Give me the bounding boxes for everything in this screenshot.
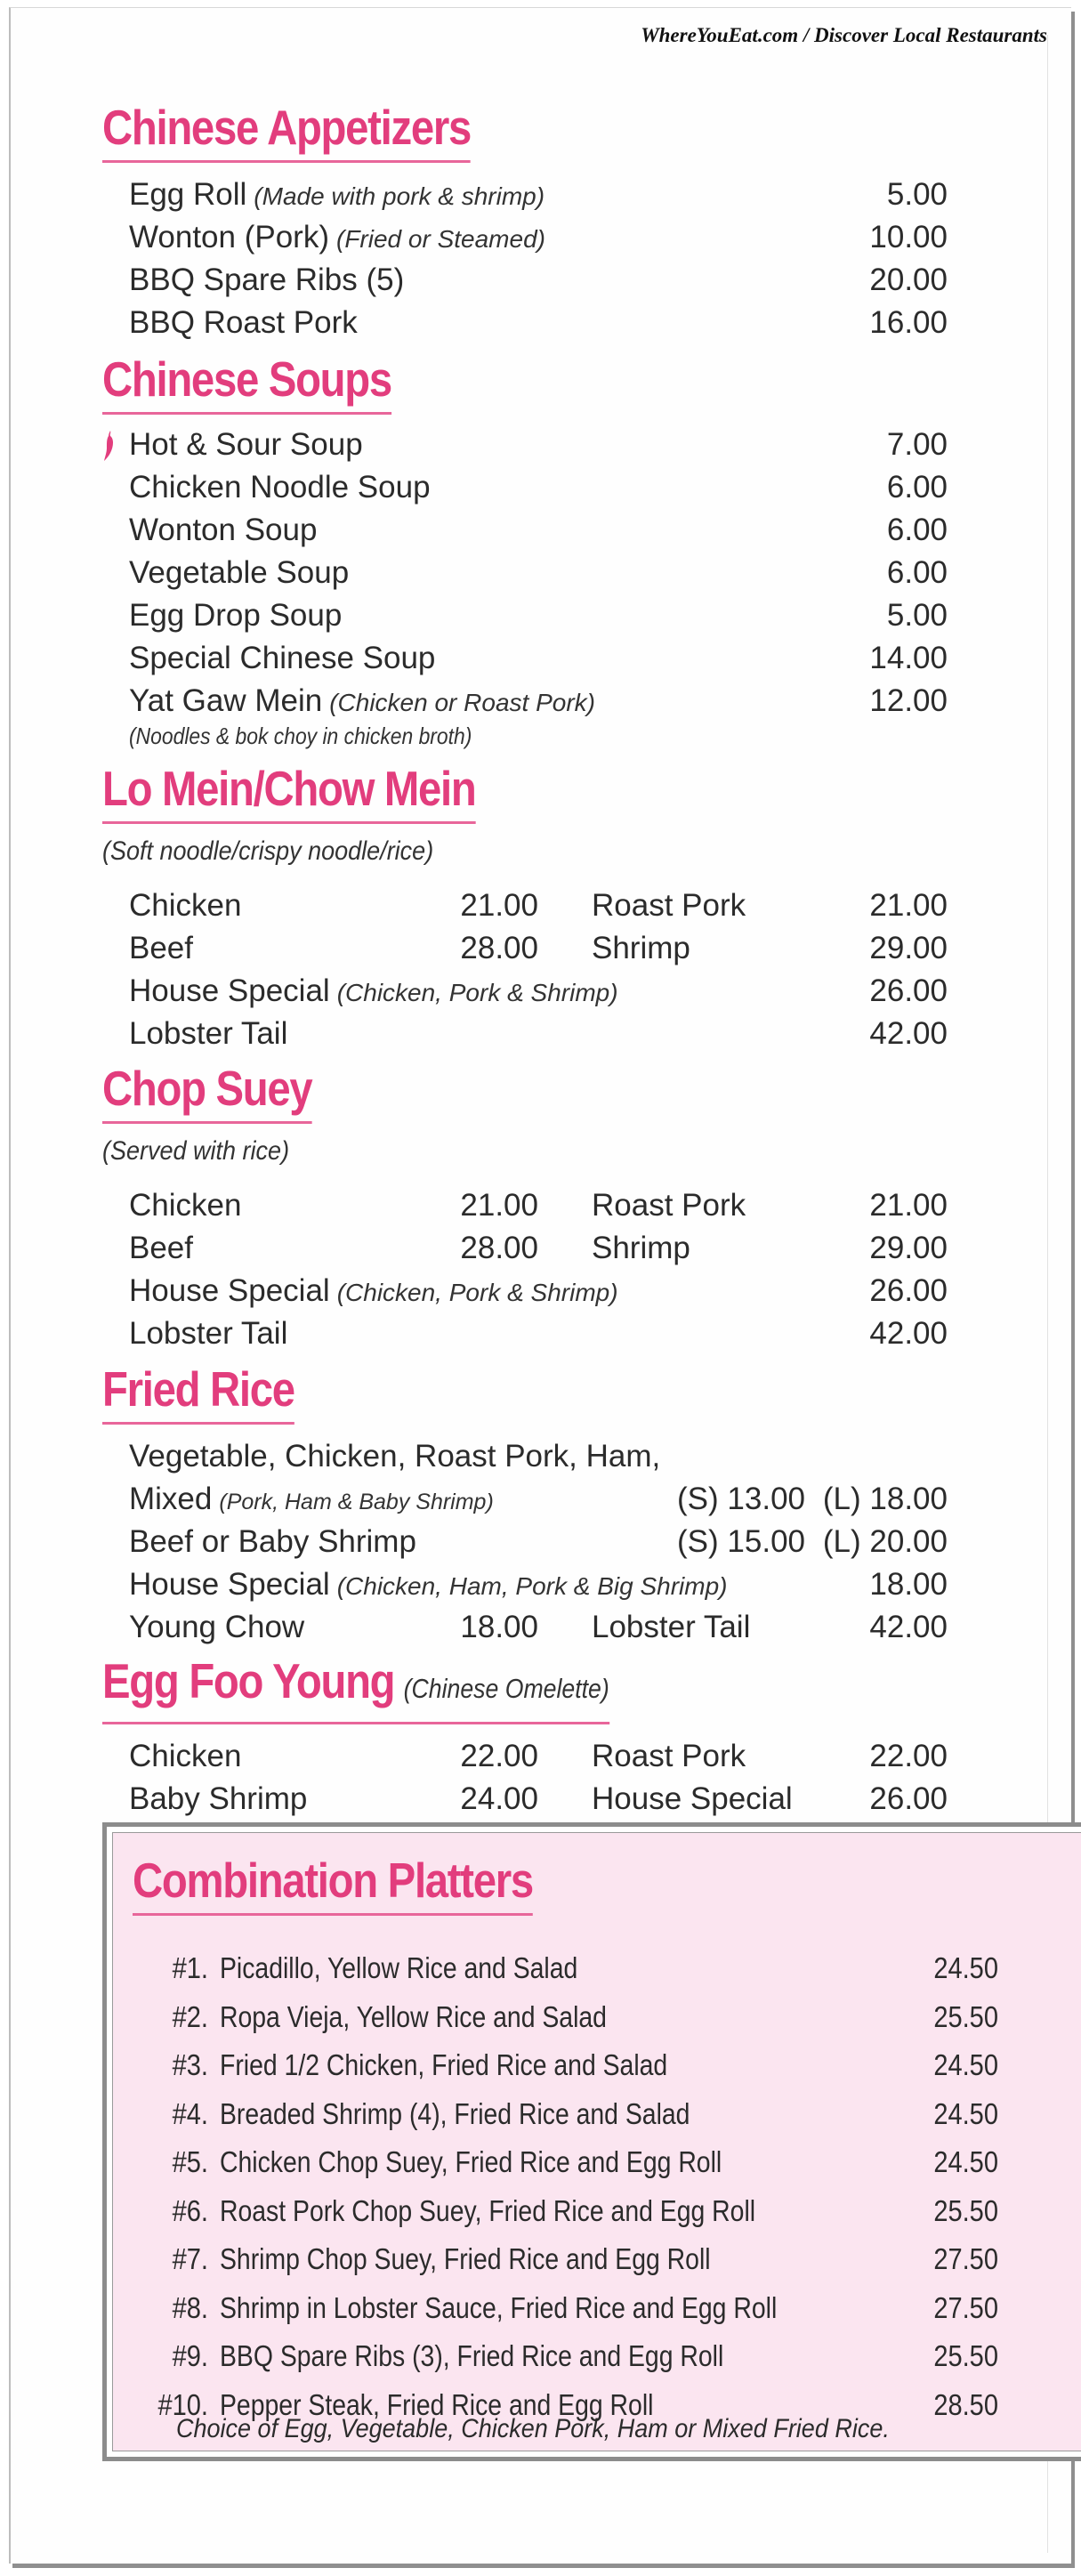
item-name: Chicken bbox=[129, 888, 242, 923]
item-name: Vegetable, Chicken, Roast Pork, Ham, bbox=[129, 1439, 661, 1474]
menu-item-pair bbox=[102, 1778, 948, 1821]
item-price: 26.00 bbox=[869, 1781, 948, 1816]
item-price: 10.00 bbox=[869, 220, 948, 254]
menu-item bbox=[102, 552, 948, 594]
item-name: Mixed bbox=[129, 1482, 213, 1516]
menu-item bbox=[102, 637, 948, 680]
item-price: 18.00 bbox=[869, 1567, 948, 1602]
combo-price: 24.50 bbox=[933, 2145, 998, 2178]
menu-item-pair bbox=[102, 1227, 948, 1270]
combo-item bbox=[113, 2284, 1047, 2333]
combo-name: Fried 1/2 Chicken, Fried Rice and Salad bbox=[220, 2048, 668, 2081]
chili-pepper-icon bbox=[102, 430, 117, 462]
section-title: Lo Mein/Chow Mein bbox=[102, 761, 476, 824]
item-name: Chicken bbox=[129, 1188, 242, 1223]
section-title: Fried Rice bbox=[102, 1361, 294, 1425]
menu-item bbox=[102, 680, 948, 723]
combo-price: 25.50 bbox=[933, 2339, 998, 2372]
item-desc: (Chicken, Pork & Shrimp) bbox=[336, 979, 618, 1006]
item-name: House Special bbox=[129, 1273, 330, 1308]
item-price: 28.00 bbox=[460, 1231, 538, 1265]
item-name: Egg Roll bbox=[129, 177, 247, 212]
section-appetizers bbox=[102, 100, 948, 344]
item-name: Special Chinese Soup bbox=[129, 641, 436, 675]
section-lo-mein bbox=[102, 761, 948, 1055]
menu-item bbox=[102, 466, 948, 509]
item-subnote: (Noodles & bok choy in chicken broth) bbox=[129, 723, 472, 749]
item-name: BBQ Spare Ribs (5) bbox=[129, 262, 405, 297]
item-name: Hot & Sour Soup bbox=[129, 427, 363, 462]
combo-footnote: Choice of Egg, Vegetable, Chicken Pork, Ham or Mixed Fried Rice. bbox=[176, 2414, 890, 2443]
item-price: 14.00 bbox=[869, 641, 948, 675]
item-name: Chicken bbox=[129, 1739, 242, 1773]
item-desc: (Fried or Steamed) bbox=[336, 225, 545, 253]
menu-item bbox=[102, 1521, 948, 1563]
combo-item bbox=[113, 2090, 1047, 2139]
item-price: 6.00 bbox=[886, 470, 948, 505]
item-name: Beef or Baby Shrimp bbox=[129, 1524, 416, 1559]
item-price: 22.00 bbox=[869, 1739, 948, 1773]
menu-item bbox=[102, 1478, 948, 1521]
item-name: Roast Pork bbox=[592, 1739, 746, 1773]
combo-price: 24.50 bbox=[933, 2096, 998, 2130]
site-header: WhereYouEat.com / Discover Local Restaurants bbox=[641, 24, 1047, 46]
item-name: Wonton Soup bbox=[129, 513, 318, 547]
item-name: Baby Shrimp bbox=[129, 1781, 308, 1816]
item-price: 21.00 bbox=[460, 888, 538, 923]
combo-item bbox=[113, 2041, 1047, 2090]
item-desc: (Chicken or Roast Pork) bbox=[329, 689, 595, 716]
section-title: Egg Foo Young (Chinese Omelette) bbox=[102, 1653, 609, 1724]
menu-item-pair bbox=[102, 1735, 948, 1778]
item-price-large: (L) 20.00 bbox=[822, 1524, 948, 1559]
menu-item bbox=[102, 1270, 948, 1312]
combo-price: 24.50 bbox=[933, 2048, 998, 2081]
item-price: 5.00 bbox=[886, 177, 948, 212]
combo-name: Ropa Vieja, Yellow Rice and Salad bbox=[220, 1999, 607, 2033]
section-note: (Served with rice) bbox=[102, 1136, 290, 1166]
menu-item-pair bbox=[102, 884, 948, 927]
item-name: Shrimp bbox=[592, 1231, 690, 1265]
section-fried-rice bbox=[102, 1361, 948, 1649]
item-price: 29.00 bbox=[869, 1231, 948, 1265]
item-price: 24.00 bbox=[460, 1781, 538, 1816]
section-title: Chinese Appetizers bbox=[102, 100, 471, 163]
combo-item bbox=[113, 1993, 1047, 2042]
item-name: Beef bbox=[129, 1231, 193, 1265]
combo-name: Picadillo, Yellow Rice and Salad bbox=[220, 1951, 578, 1984]
item-name: Roast Pork bbox=[592, 1188, 746, 1223]
combo-name: Breaded Shrimp (4), Fried Rice and Salad bbox=[220, 2096, 690, 2130]
item-name: House Special bbox=[129, 1567, 330, 1602]
section-title: Chop Suey bbox=[102, 1061, 311, 1124]
item-name: BBQ Roast Pork bbox=[129, 305, 358, 340]
section-chop-suey bbox=[102, 1061, 948, 1355]
item-desc: (Chicken, Ham, Pork & Big Shrimp) bbox=[336, 1572, 728, 1600]
item-price-small: (S) 13.00 bbox=[677, 1482, 805, 1516]
menu-item bbox=[102, 424, 948, 466]
combo-number: #10. bbox=[157, 2387, 208, 2421]
combo-name: BBQ Spare Ribs (3), Fried Rice and Egg Roll bbox=[220, 2339, 724, 2372]
combo-item bbox=[113, 1944, 1047, 1993]
combo-price: 25.50 bbox=[933, 1999, 998, 2033]
combo-item bbox=[113, 2138, 1047, 2187]
combo-number: #5. bbox=[172, 2145, 208, 2178]
item-price: 6.00 bbox=[886, 555, 948, 590]
combo-number: #3. bbox=[172, 2048, 208, 2081]
item-name: Lobster Tail bbox=[129, 1016, 288, 1051]
combination-platters-box bbox=[102, 1822, 1081, 2461]
item-price: 21.00 bbox=[460, 1188, 538, 1223]
item-price-large: (L) 18.00 bbox=[822, 1482, 948, 1516]
section-title: Chinese Soups bbox=[102, 351, 391, 415]
menu-item-line bbox=[102, 1435, 948, 1478]
item-price: 12.00 bbox=[869, 683, 948, 718]
combo-number: #2. bbox=[172, 1999, 208, 2033]
combo-item bbox=[113, 2235, 1047, 2284]
combo-item bbox=[113, 2332, 1047, 2381]
combo-number: #4. bbox=[172, 2096, 208, 2130]
section-egg-foo-young bbox=[102, 1653, 948, 1821]
combo-number: #6. bbox=[172, 2193, 208, 2227]
item-name: Shrimp bbox=[592, 931, 690, 965]
item-price: 29.00 bbox=[869, 931, 948, 965]
item-name: Lobster Tail bbox=[592, 1610, 751, 1644]
combo-name: Roast Pork Chop Suey, Fried Rice and Egg Roll bbox=[220, 2193, 756, 2227]
combo-price: 28.50 bbox=[933, 2387, 998, 2421]
menu-item bbox=[102, 302, 948, 344]
item-price: 20.00 bbox=[869, 262, 948, 297]
combo-number: #9. bbox=[172, 2339, 208, 2372]
menu-item bbox=[102, 1312, 948, 1355]
item-desc: (Made with pork & shrimp) bbox=[254, 182, 545, 210]
item-name: Beef bbox=[129, 931, 193, 965]
menu-item-pair bbox=[102, 927, 948, 970]
item-price: 42.00 bbox=[869, 1610, 948, 1644]
item-name: Chicken Noodle Soup bbox=[129, 470, 431, 505]
item-price: 22.00 bbox=[460, 1739, 538, 1773]
combo-price: 27.50 bbox=[933, 2242, 998, 2275]
combo-number: #7. bbox=[172, 2242, 208, 2275]
menu-item bbox=[102, 970, 948, 1013]
item-price: 42.00 bbox=[869, 1316, 948, 1351]
menu-item bbox=[102, 174, 948, 216]
item-price: 26.00 bbox=[869, 1273, 948, 1308]
item-name: Roast Pork bbox=[592, 888, 746, 923]
item-price: 5.00 bbox=[886, 598, 948, 633]
item-name: House Special bbox=[129, 973, 330, 1008]
menu-item-pair bbox=[102, 1606, 948, 1649]
combo-price: 24.50 bbox=[933, 1951, 998, 1984]
menu-item bbox=[102, 594, 948, 637]
menu-item bbox=[102, 1013, 948, 1055]
item-name: Lobster Tail bbox=[129, 1316, 288, 1351]
combo-name: Chicken Chop Suey, Fried Rice and Egg Roll bbox=[220, 2145, 722, 2178]
section-subtitle: (Chinese Omelette) bbox=[403, 1673, 609, 1704]
item-price: 28.00 bbox=[460, 931, 538, 965]
combo-item bbox=[113, 2187, 1047, 2236]
combo-number: #1. bbox=[172, 1951, 208, 1984]
combo-number: #8. bbox=[172, 2290, 208, 2324]
item-desc: (Chicken, Pork & Shrimp) bbox=[336, 1279, 618, 1306]
item-price: 7.00 bbox=[886, 427, 948, 462]
combination-list bbox=[113, 1944, 1047, 2429]
menu-item bbox=[102, 1563, 948, 1606]
item-price: 21.00 bbox=[869, 1188, 948, 1223]
menu-item-pair bbox=[102, 1184, 948, 1227]
item-price: 42.00 bbox=[869, 1016, 948, 1051]
section-note: (Soft noodle/crispy noodle/rice) bbox=[102, 836, 434, 866]
item-price: 21.00 bbox=[869, 888, 948, 923]
item-price: 6.00 bbox=[886, 513, 948, 547]
menu-item bbox=[102, 216, 948, 259]
item-price-small: (S) 15.00 bbox=[677, 1524, 805, 1559]
item-price: 16.00 bbox=[869, 305, 948, 340]
combo-name: Pepper Steak, Fried Rice and Egg Roll bbox=[220, 2387, 654, 2421]
section-soups bbox=[102, 351, 948, 753]
item-name: Egg Drop Soup bbox=[129, 598, 343, 633]
item-price: 18.00 bbox=[460, 1610, 538, 1644]
item-desc: (Pork, Ham & Baby Shrimp) bbox=[219, 1490, 494, 1514]
item-price: 26.00 bbox=[869, 973, 948, 1008]
item-name: Wonton (Pork) bbox=[129, 220, 329, 254]
combo-name: Shrimp in Lobster Sauce, Fried Rice and Egg Roll bbox=[220, 2290, 778, 2324]
item-name: House Special bbox=[592, 1781, 793, 1816]
menu-item bbox=[102, 509, 948, 552]
section-title: Combination Platters bbox=[133, 1853, 533, 1916]
item-name: Vegetable Soup bbox=[129, 555, 350, 590]
combination-platters-panel bbox=[112, 1832, 1081, 2451]
menu-item bbox=[102, 259, 948, 302]
item-name: Young Chow bbox=[129, 1610, 305, 1644]
combo-name: Shrimp Chop Suey, Fried Rice and Egg Roll bbox=[220, 2242, 711, 2275]
item-name: Yat Gaw Mein bbox=[129, 683, 323, 718]
combo-price: 27.50 bbox=[933, 2290, 998, 2324]
combo-price: 25.50 bbox=[933, 2193, 998, 2227]
